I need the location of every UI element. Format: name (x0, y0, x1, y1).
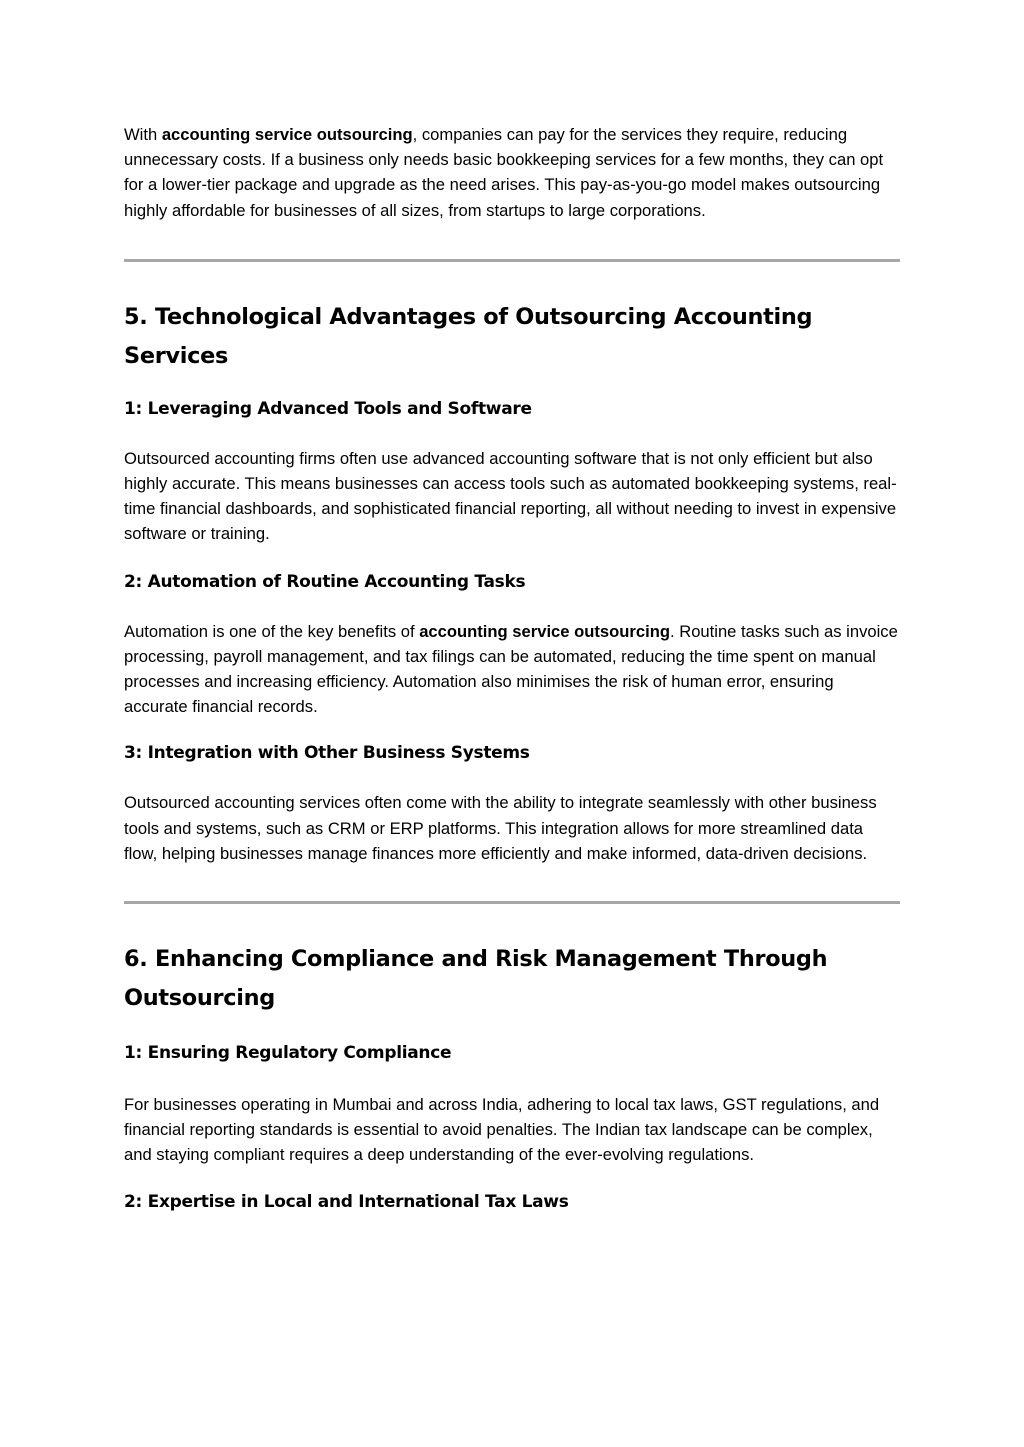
intro-suffix: , companies can pay for the services they require, reducing unnecessary costs. If a business only needs basic bookkeeping services for a few months, they can opt for a lower-tier package and upgrade as the need arises. This pay-as-you-go model makes outsourcing highly affordable for businesses of all sizes, from startups to large corporations. (124, 125, 884, 220)
document-page (124, 122, 900, 1214)
intro-paragraph (124, 122, 900, 223)
section-6-sub-1-paragraph: For businesses operating in Mumbai and across India, adhering to local tax laws, GST regulations, and financial reporting standards is essential to avoid penalties. The Indian tax landscape can be complex, and staying compliant requires a deep understanding of the ever-evolving regulations. (124, 1095, 880, 1165)
section-5-sub-3-paragraph: Outsourced accounting services often come with the ability to integrate seamlessly with other business tools and systems, such as CRM or ERP platforms. This integration allows for more streamlined data flow, helping businesses manage finances more efficiently and make informed, data-driven decisions. (124, 793, 877, 863)
sub-2-bold-term: accounting service outsourcing (419, 621, 670, 641)
intro-bold-term: accounting service outsourcing (161, 125, 413, 144)
section-6-sub-2-heading: 2: Expertise in Local and International Tax Laws (124, 1191, 569, 1212)
section-6-heading: 6. Enhancing Compliance and Risk Management Through Outsourcing (124, 946, 828, 1012)
sub-2-suffix: . Routine tasks such as invoice processing, payroll management, and tax filings can be automated, reducing the time spent on manual processes and increasing efficiency. Automation also minimises the risk of human error, ensuring accurate financial records. (124, 621, 898, 717)
section-5-sub-2-paragraph (124, 619, 900, 720)
section-5-sub-3-heading: 3: Integration with Other Business Systems (124, 743, 530, 764)
section-divider (124, 901, 900, 904)
section-5-heading: 5. Technological Advantages of Outsourcing Accounting Services (124, 303, 813, 369)
section-5-sub-1-paragraph: Outsourced accounting firms often use advanced accounting software that is not only efficient but also highly accurate. This means businesses can access tools such as automated bookkeeping systems, real-time financial dashboards, and sophisticated financial reporting, all without needing to invest in expensive software or training. (124, 448, 897, 544)
section-5-sub-1-heading: 1: Leveraging Advanced Tools and Software (124, 398, 532, 419)
sub-2-prefix: Automation is one of the key benefits of (124, 621, 420, 641)
section-divider (124, 259, 900, 262)
section-6-sub-1-heading: 1: Ensuring Regulatory Compliance (124, 1043, 452, 1064)
intro-prefix: With (124, 125, 162, 144)
section-5-sub-2-heading: 2: Automation of Routine Accounting Tasks (124, 571, 526, 592)
